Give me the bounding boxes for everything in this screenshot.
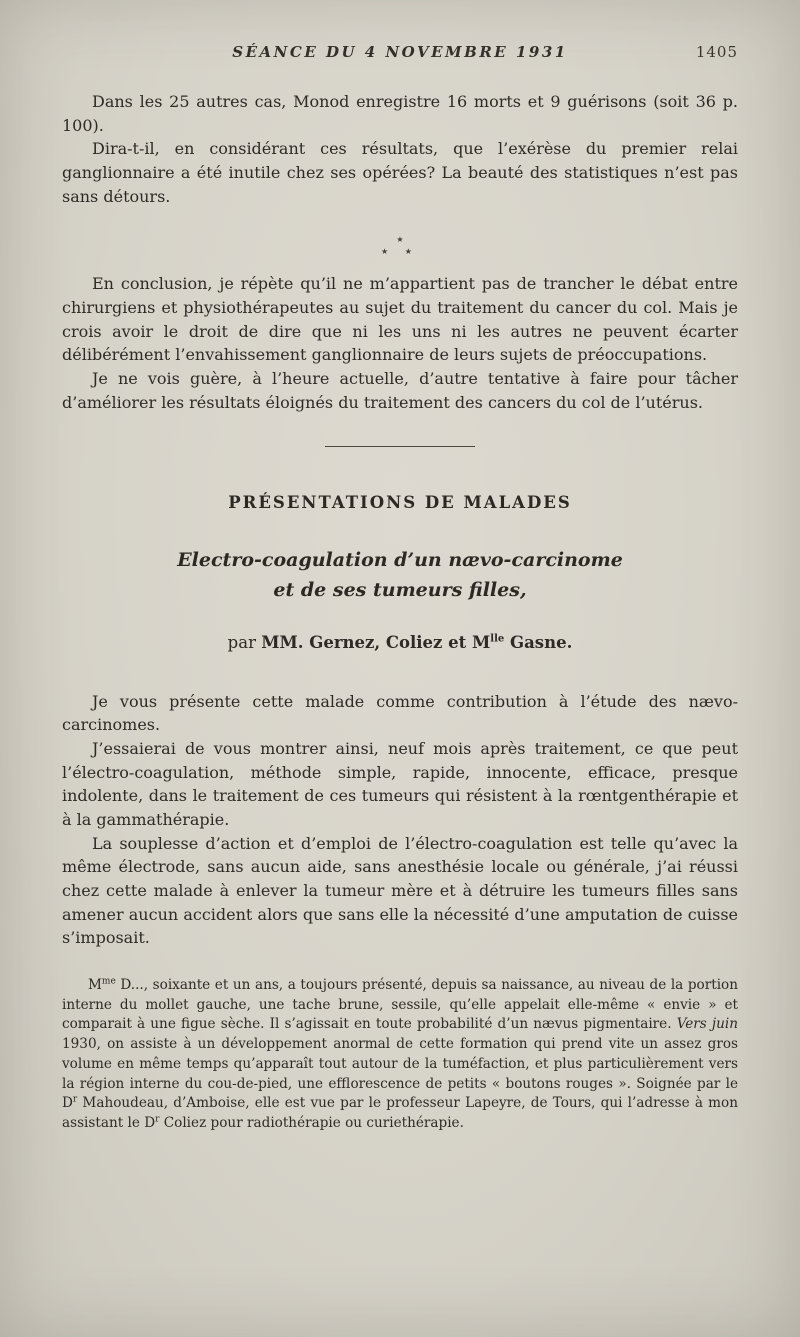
page-number: 1405 bbox=[695, 43, 738, 61]
case-report-m-superscript: me bbox=[101, 976, 116, 987]
article-paragraph-1: Je vous présente cette malade comme contribution à l’étude des nævo-carcinomes. bbox=[62, 691, 738, 735]
case-report-dr-superscript-2: r bbox=[155, 1114, 160, 1125]
page-header bbox=[62, 42, 738, 66]
discussion-paragraph-2: Dira-t-il, en considérant ces résultats, que l’exérèse du premier relai ganglionnaire a été inutile chez ses opérées? La beauté des statistiques n’est pas sans détours. bbox=[62, 139, 738, 206]
byline bbox=[62, 631, 738, 655]
section-divider bbox=[325, 446, 475, 447]
article-title-line-2: et de ses tumeurs filles, bbox=[273, 578, 527, 601]
running-title: SÉANCE DU 4 NOVEMBRE 1931 bbox=[232, 43, 568, 61]
case-report-paragraph bbox=[62, 976, 738, 1134]
article-title-line-1: Electro-coagulation d’un nævo-carcinome bbox=[177, 549, 623, 572]
case-report-text-d: Coliez pour radiothérapie ou curiethérapie. bbox=[159, 1114, 464, 1131]
byline-prefix: par bbox=[227, 633, 262, 653]
case-report-text-b: 1930, on assiste à un développement anormal de cette formation qui prend vite un assez gros volume en même temps qu’apparaît tout autour de la tuméfaction, et plus particulièrement vers la région interne du cou-de-pied, une efflorescence de petits « boutons rouges ». Soignée par le D bbox=[62, 1036, 738, 1112]
section-discussion bbox=[62, 90, 738, 208]
section-article-body bbox=[62, 690, 738, 950]
article-paragraph-2: J’essaierai de vous montrer ainsi, neuf mois après traitement, ce que peut l’électro-coagulation, méthode simple, rapide, innocente, efficace, presque indolente, dans le traitement de ces tumeurs qui résistent à la rœntgenthérapie et à la gammathérapie. bbox=[62, 739, 738, 830]
byline-superscript: lle bbox=[490, 633, 505, 645]
conclusion-paragraph-2: Je ne vois guère, à l’heure actuelle, d’autre tentative à faire pour tâcher d’améliorer les résultats éloignés du traitement des cancers du col de l’utérus. bbox=[62, 369, 738, 412]
conclusion-paragraph-1: En conclusion, je répète qu’il ne m’appartient pas de trancher le débat entre chirurgiens et physiothérapeutes au sujet du traitement du cancer du col. Mais je crois avoir le droit de dire que ni les uns ni les autres ne peuvent écarter délibérément l’envahissement ganglionnaire de leurs sujets de préoccupations. bbox=[62, 274, 738, 365]
byline-author-last: Gasne. bbox=[504, 633, 573, 653]
case-report-text-a: D..., soixante et un ans, a toujours présenté, depuis sa naissance, au niveau de la portion interne du mollet gauche, une tache brune, sessile, qu’elle appelait elle-même « envie » et comparait à une figue sèche. Il s’agissait en toute probabilité d’un nævus pigmentaire. bbox=[62, 977, 738, 1033]
case-report-italic-date: Vers juin bbox=[676, 1016, 738, 1033]
article-paragraph-3: La souplesse d’action et d’emploi de l’électro-coagulation est telle qu’avec la même électrode, sans aucun aide, sans anesthésie locale ou générale, j’ai réussi chez cette malade à enlever la tumeur mère et à détruire les tumeurs filles sans amener aucun accident alors que sans elle la nécessité d’une amputation de cuisse s’imposait. bbox=[62, 833, 738, 948]
case-report-dr-superscript-1: r bbox=[72, 1094, 78, 1105]
byline-authors: MM. Gernez, Coliez et M bbox=[261, 633, 491, 653]
asterism-separator bbox=[62, 234, 738, 258]
section-conclusion bbox=[62, 272, 738, 414]
section-heading: PRÉSENTATIONS DE MALADES bbox=[228, 493, 572, 513]
asterism-bottom-stars: ★ ★ bbox=[381, 247, 419, 257]
case-report-text-c: Mahoudeau, d’Amboise, elle est vue par le professeur Lapeyre, de Tours, qui l’adresse à mon assistant le D bbox=[62, 1095, 738, 1131]
discussion-paragraph-1: Dans les 25 autres cas, Monod enregistre 16 morts et 9 guérisons (soit 36 p. 100). bbox=[62, 92, 738, 135]
asterism-top-star: ★ bbox=[396, 235, 404, 245]
article-title bbox=[62, 546, 738, 605]
case-report-m: M bbox=[88, 977, 102, 994]
